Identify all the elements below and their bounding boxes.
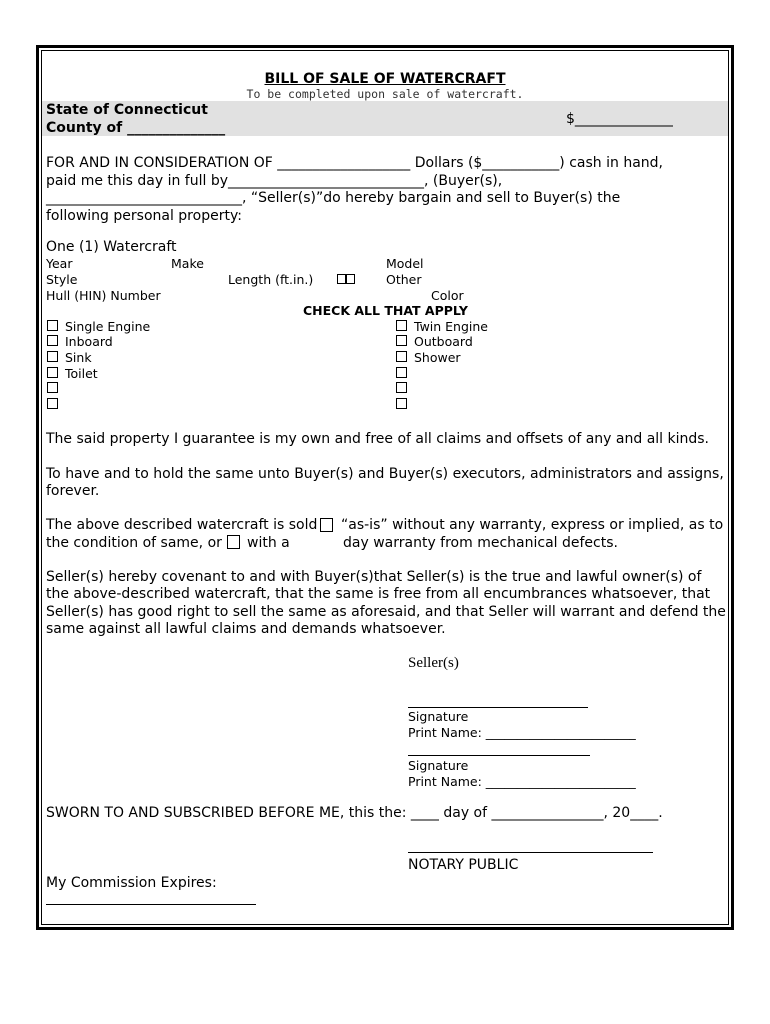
- seller-2-signature-line[interactable]: [408, 755, 590, 756]
- length-in-box[interactable]: [346, 274, 355, 284]
- single-engine-label: Single Engine: [65, 319, 151, 334]
- color-label: Color: [431, 288, 464, 303]
- twin-engine-label: Twin Engine: [414, 319, 488, 334]
- make-label: Make: [171, 256, 204, 271]
- commission-expires-label: My Commission Expires:: [46, 875, 217, 891]
- notary-public-label: NOTARY PUBLIC: [408, 857, 519, 873]
- hold-paragraph-line-2: forever.: [46, 483, 100, 499]
- state-label: State of Connecticut: [46, 102, 208, 118]
- single-engine-checkbox[interactable]: [47, 320, 58, 331]
- blank-option-checkbox-right-1[interactable]: [396, 367, 407, 378]
- toilet-checkbox[interactable]: [47, 367, 58, 378]
- dollar-line: [566, 111, 673, 127]
- notary-signature-line[interactable]: [408, 852, 653, 853]
- seller-2-print-name[interactable]: Print Name: ________________________: [408, 774, 636, 789]
- document-title: BILL OF SALE OF WATERCRAFT: [264, 71, 506, 87]
- seller-1-signature-label: Signature: [408, 709, 469, 724]
- covenant-line-2: the above-described watercraft, that the same is free from all encumbrances whatsoever, that: [46, 586, 711, 602]
- sink-checkbox[interactable]: [47, 351, 58, 362]
- county-line: [46, 120, 225, 136]
- dollar-label: $: [566, 111, 575, 127]
- warranty-checkbox[interactable]: [227, 535, 240, 549]
- year-label: Year: [46, 256, 73, 271]
- hull-label: Hull (HIN) Number: [46, 288, 161, 303]
- county-blank[interactable]: ______________: [127, 120, 226, 136]
- inboard-label: Inboard: [65, 334, 113, 349]
- covenant-line-4: same against all lawful claims and demands whatsoever.: [46, 621, 446, 637]
- dollar-blank[interactable]: ______________: [574, 111, 673, 127]
- outboard-label: Outboard: [414, 334, 473, 349]
- covenant-line-1: Seller(s) hereby covenant to and with Buyer(s)that Seller(s) is the true and lawful owner(s) of: [46, 569, 702, 585]
- outboard-checkbox[interactable]: [396, 335, 407, 346]
- guarantee-paragraph: The said property I guarantee is my own and free of all claims and offsets of any and all kinds.: [46, 431, 710, 447]
- model-label: Model: [386, 256, 424, 271]
- as-is-checkbox[interactable]: [320, 518, 333, 532]
- sold-line-2c: day warranty from mechanical defects.: [343, 535, 618, 551]
- sold-line-2a: the condition of same, or: [46, 535, 222, 551]
- seller-1-signature-line[interactable]: [408, 707, 588, 708]
- blank-option-checkbox-left-1[interactable]: [47, 382, 58, 393]
- covenant-line-3: Seller(s) has good right to sell the same as aforesaid, and that Seller will warrant and defend the: [46, 604, 726, 620]
- length-label: Length (ft.in.): [228, 272, 314, 287]
- inboard-checkbox[interactable]: [47, 335, 58, 346]
- sold-line-2b: with a: [247, 535, 290, 551]
- sellers-label: Seller(s): [408, 655, 459, 671]
- check-all-heading: CHECK ALL THAT APPLY: [303, 303, 468, 318]
- blank-option-checkbox-left-2[interactable]: [47, 398, 58, 409]
- hold-paragraph-line-1: To have and to hold the same unto Buyer(s) and Buyer(s) executors, administrators and assigns,: [46, 466, 724, 482]
- sink-label: Sink: [65, 350, 92, 365]
- shower-label: Shower: [414, 350, 461, 365]
- style-label: Style: [46, 272, 78, 287]
- county-label: County of: [46, 120, 123, 136]
- consideration-line-3: ____________________________, “Seller(s)”do hereby bargain and sell to Buyer(s) the: [46, 190, 621, 206]
- sworn-statement: SWORN TO AND SUBSCRIBED BEFORE ME, this the: ____ day of ________________, 20____.: [46, 805, 663, 821]
- length-ft-box[interactable]: [337, 274, 346, 284]
- sold-line-1a: The above described watercraft is sold: [46, 517, 318, 533]
- consideration-line-1: FOR AND IN CONSIDERATION OF ___________________ Dollars ($___________) cash in hand,: [46, 155, 663, 171]
- shower-checkbox[interactable]: [396, 351, 407, 362]
- consideration-line-2: paid me this day in full by____________________________, (Buyer(s),: [46, 173, 503, 189]
- twin-engine-checkbox[interactable]: [396, 320, 407, 331]
- sold-line-1b: “as-is” without any warranty, express or implied, as to: [341, 517, 724, 533]
- watercraft-heading: One (1) Watercraft: [46, 239, 177, 255]
- commission-expires-line[interactable]: [46, 904, 256, 905]
- seller-2-signature-label: Signature: [408, 758, 469, 773]
- blank-option-checkbox-right-3[interactable]: [396, 398, 407, 409]
- toilet-label: Toilet: [65, 366, 98, 381]
- blank-option-checkbox-right-2[interactable]: [396, 382, 407, 393]
- consideration-line-4: following personal property:: [46, 208, 242, 224]
- seller-1-print-name[interactable]: Print Name: ________________________: [408, 725, 636, 740]
- document-subtitle: To be completed upon sale of watercraft.: [246, 87, 524, 101]
- other-label: Other: [386, 272, 422, 287]
